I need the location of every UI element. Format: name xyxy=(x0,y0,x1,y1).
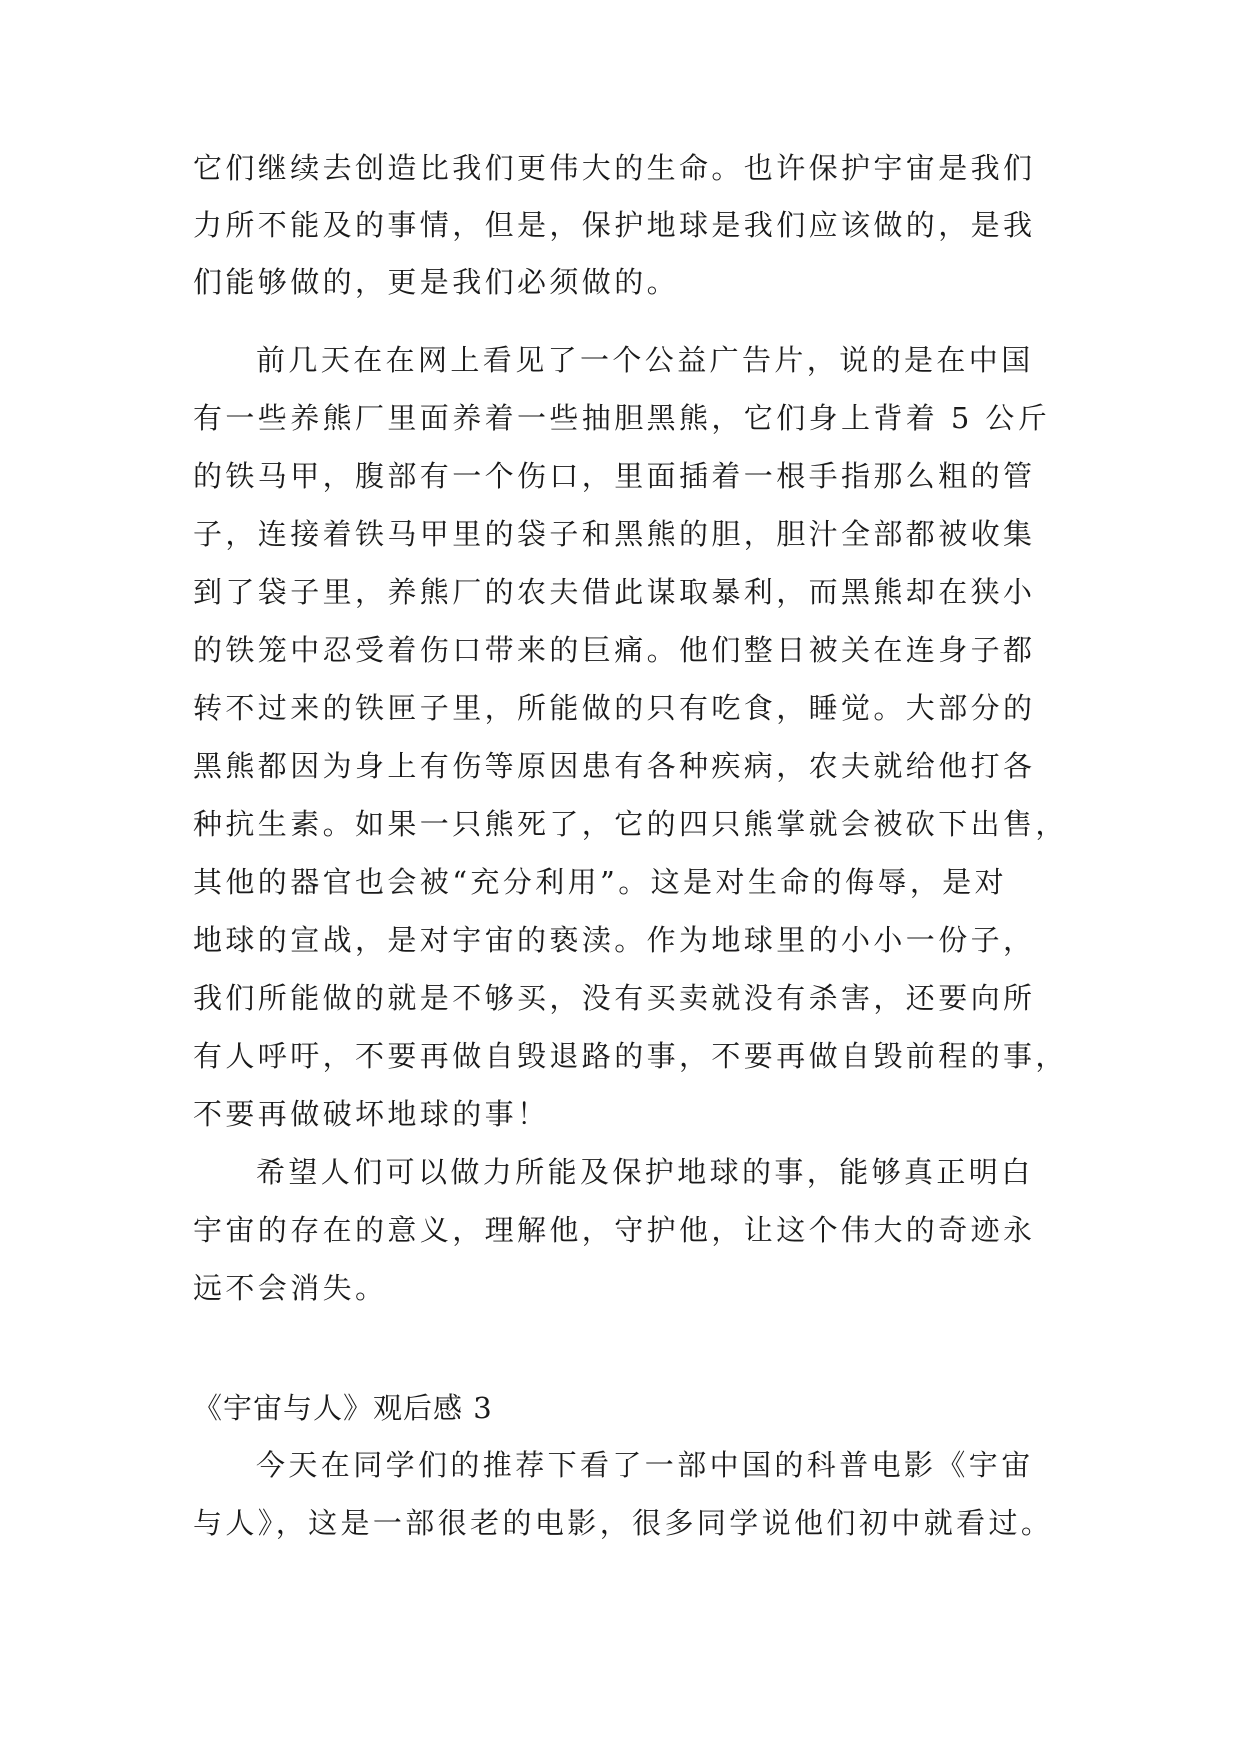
paragraph-2-line-5: 到了袋子里，养熊厂的农夫借此谋取暴利，而黑熊却在狭小 xyxy=(193,575,1036,609)
paragraph-2-line-12: 我们所能做的就是不够买，没有买卖就没有杀害，还要向所 xyxy=(193,981,1036,1015)
paragraph-2-line-1: 前几天在在网上看见了一个公益广告片，说的是在中国 xyxy=(256,343,1034,377)
paragraph-2-line-14: 不要再做破坏地球的事！ xyxy=(193,1097,550,1131)
paragraph-2-line-9: 种抗生素。如果一只熊死了，它的四只熊掌就会被砍下出售， xyxy=(193,807,1068,841)
paragraph-3-line-2: 宇宙的存在的意义，理解他，守护他，让这个伟大的奇迹永 xyxy=(193,1213,1036,1247)
paragraph-4-line-2: 与人》，这是一部很老的电影，很多同学说他们初中就看过。 xyxy=(193,1506,1054,1540)
section-heading: 《宇宙与人》观后感 3 xyxy=(193,1391,493,1425)
paragraph-2-line-6: 的铁笼中忍受着伤口带来的巨痛。他们整日被关在连身子都 xyxy=(193,633,1036,667)
paragraph-1-line-3: 们能够做的，更是我们必须做的。 xyxy=(193,265,680,299)
paragraph-2-line-10: 其他的器官也会被“充分利用”。这是对生命的侮辱，是对 xyxy=(193,865,1008,899)
paragraph-2-line-4: 子，连接着铁马甲里的袋子和黑熊的胆，胆汁全部都被收集 xyxy=(193,517,1036,551)
paragraph-3-line-3: 远不会消失。 xyxy=(193,1271,388,1305)
paragraph-2-line-11: 地球的宣战，是对宇宙的亵渎。作为地球里的小小一份子， xyxy=(193,923,1036,957)
paragraph-2-line-2: 有一些养熊厂里面养着一些抽胆黑熊，它们身上背着 5 公斤 xyxy=(193,401,1051,435)
paragraph-1-line-1: 它们继续去创造比我们更伟大的生命。也许保护宇宙是我们 xyxy=(193,151,1036,185)
paragraph-2-line-8: 黑熊都因为身上有伤等原因患有各种疾病，农夫就给他打各 xyxy=(193,749,1036,783)
paragraph-2-line-3: 的铁马甲，腹部有一个伤口，里面插着一根手指那么粗的管 xyxy=(193,459,1036,493)
paragraph-2-line-13: 有人呼吁，不要再做自毁退路的事，不要再做自毁前程的事， xyxy=(193,1039,1068,1073)
paragraph-2-line-7: 转不过来的铁匣子里，所能做的只有吃食，睡觉。大部分的 xyxy=(193,691,1036,725)
paragraph-4-line-1: 今天在同学们的推荐下看了一部中国的科普电影《宇宙 xyxy=(256,1448,1034,1482)
paragraph-3-line-1: 希望人们可以做力所能及保护地球的事，能够真正明白 xyxy=(256,1155,1034,1189)
paragraph-1-line-2: 力所不能及的事情，但是，保护地球是我们应该做的，是我 xyxy=(193,208,1036,242)
